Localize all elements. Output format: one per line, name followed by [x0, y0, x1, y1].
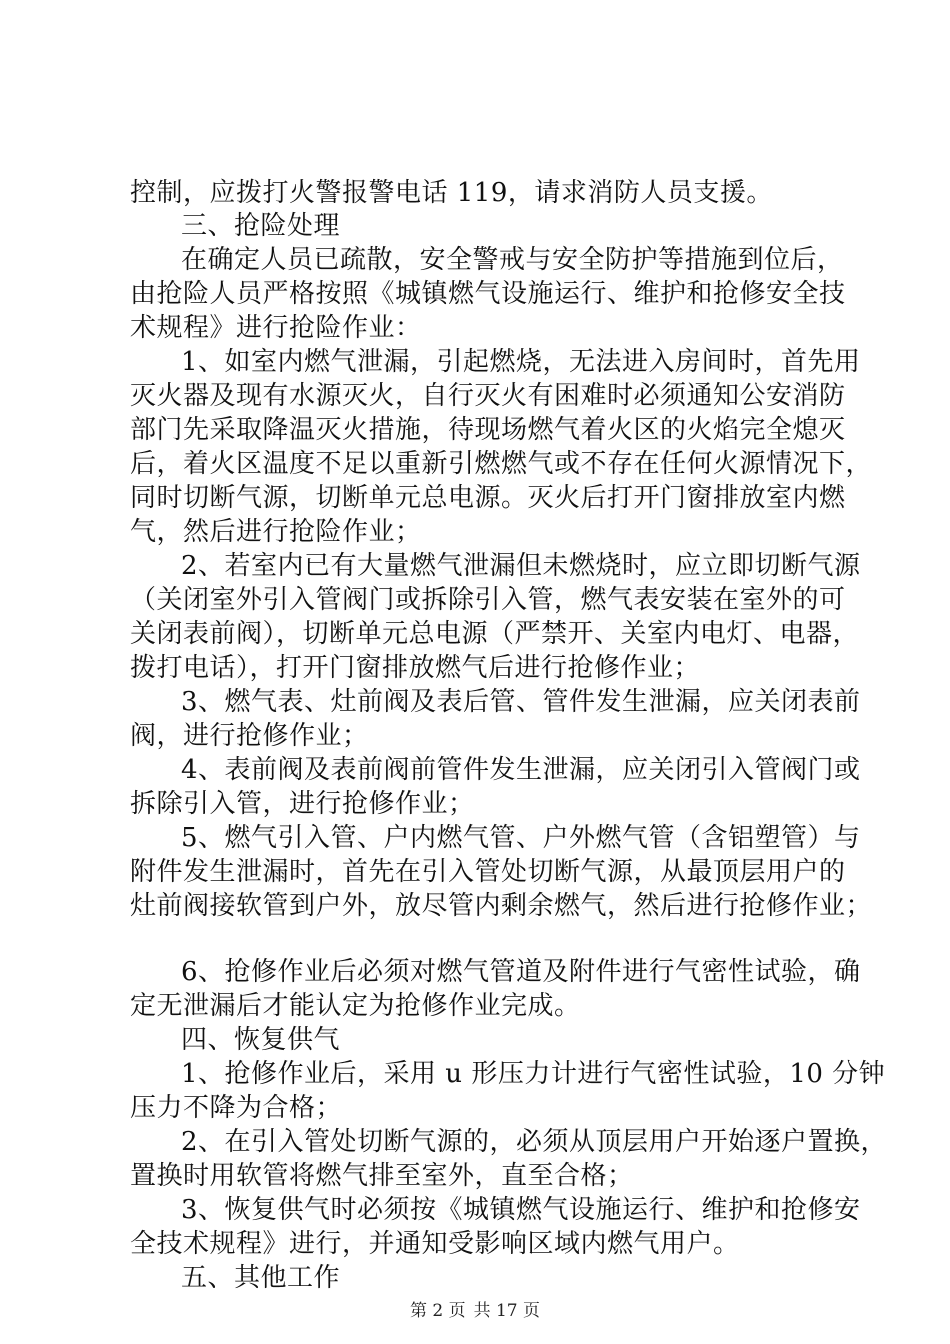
text-line: 由抢险人员严格按照《城镇燃气设施运行、维护和抢修安全技	[130, 279, 846, 309]
text-line: 6、抢修作业后必须对燃气管道及附件进行气密性试验，确	[181, 957, 861, 987]
section-heading: 五、其他工作	[181, 1263, 341, 1293]
text-line: 拆除引入管，进行抢修作业；	[130, 789, 475, 819]
text-line: 关闭表前阀），切断单元总电源（严禁开、关室内电灯、电器，	[130, 619, 860, 649]
text-line: 1、如室内燃气泄漏，引起燃烧，无法进入房间时，首先用	[181, 347, 861, 377]
text-line: 灶前阀接软管到户外，放尽管内剩余燃气，然后进行抢修作业；	[130, 891, 873, 921]
text-line: 在确定人员已疏散，安全警戒与安全防护等措施到位后，	[181, 245, 844, 275]
section-heading: 三、抢险处理	[181, 211, 341, 241]
text-line: 附件发生泄漏时，首先在引入管处切断气源，从最顶层用户的	[130, 857, 846, 887]
text-line: （关闭室外引入管阀门或拆除引入管，燃气表安装在室外的可	[130, 585, 846, 615]
text-line: 4、表前阀及表前阀前管件发生泄漏，应关闭引入管阀门或	[181, 755, 861, 785]
text-line: 定无泄漏后才能认定为抢修作业完成。	[130, 991, 581, 1021]
text-line: 1、抢修作业后，采用 u 形压力计进行气密性试验，10 分钟	[181, 1059, 886, 1089]
text-line: 3、燃气表、灶前阀及表后管、管件发生泄漏，应关闭表前	[181, 687, 861, 717]
text-line: 阀，进行抢修作业；	[130, 721, 369, 751]
text-line: 全技术规程》进行，并通知受影响区域内燃气用户。	[130, 1229, 740, 1259]
page-footer	[0, 1300, 950, 1322]
text-line: 3、恢复供气时必须按《城镇燃气设施运行、维护和抢修安	[181, 1195, 861, 1225]
text-line: 术规程》进行抢险作业：	[130, 313, 422, 343]
text-line: 后，着火区温度不足以重新引燃燃气或不存在任何火源情况下，	[130, 449, 873, 479]
text-line: 同时切断气源，切断单元总电源。灭火后打开门窗排放室内燃	[130, 483, 846, 513]
section-heading: 四、恢复供气	[181, 1025, 341, 1055]
text-line: 压力不降为合格；	[130, 1093, 343, 1123]
page-number: 第 2 页	[409, 1301, 466, 1321]
page-total: 共 17 页	[473, 1301, 541, 1321]
text-line: 2、若室内已有大量燃气泄漏但未燃烧时，应立即切断气源	[181, 551, 861, 581]
text-line: 控制，应拨打火警报警电话 119，请求消防人员支援。	[130, 178, 773, 208]
text-line: 置换时用软管将燃气排至室外，直至合格；	[130, 1161, 634, 1191]
text-line: 气，然后进行抢险作业；	[130, 517, 422, 547]
text-line: 5、燃气引入管、户内燃气管、户外燃气管（含铝塑管）与	[181, 823, 861, 853]
text-line: 拨打电话），打开门窗排放燃气后进行抢修作业；	[130, 653, 701, 683]
text-line: 2、在引入管处切断气源的，必须从顶层用户开始逐户置换，	[181, 1127, 888, 1157]
text-line: 灭火器及现有水源灭火，自行灭火有困难时必须通知公安消防	[130, 381, 846, 411]
text-line: 部门先采取降温灭火措施，待现场燃气着火区的火焰完全熄灭	[130, 415, 846, 445]
